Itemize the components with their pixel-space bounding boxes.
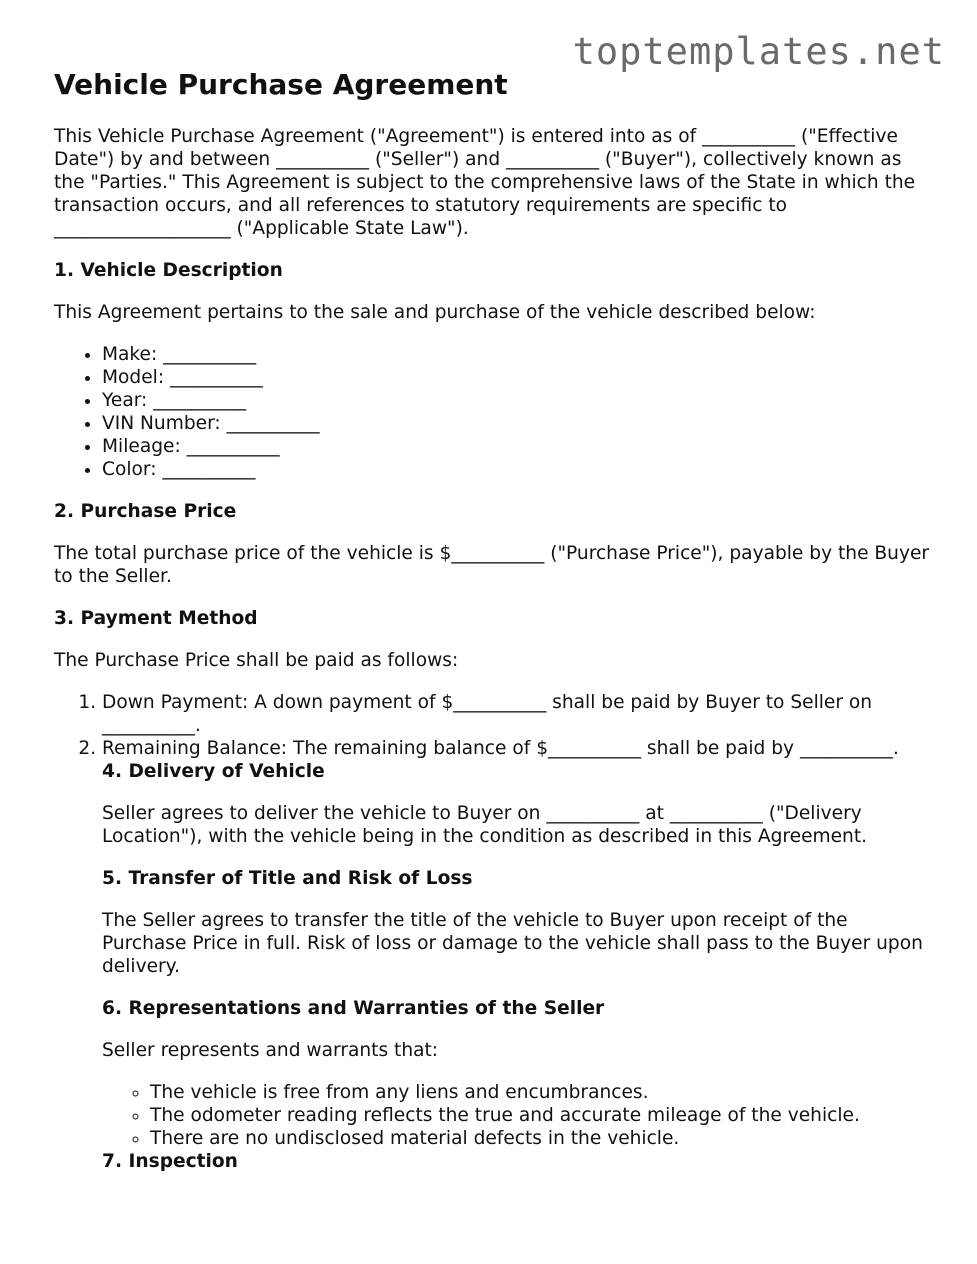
title-transfer-text: The Seller agrees to transfer the title of the vehicle to Buyer upon receipt of the Purchase Price in full. Risk of loss or damage to the vehicle shall pass to the Buyer upon delivery. — [102, 910, 923, 977]
list-item: ◦ The vehicle is free from any liens and encumbrances. — [150, 1081, 934, 1104]
purchase-price-text: The total purchase price of the vehicle is $__________ ("Purchase Price"), payable by the Buyer to the Seller. — [54, 543, 930, 587]
document-body — [54, 125, 934, 1192]
list-item: • Make: __________ — [102, 343, 934, 366]
list-item: • Model: __________ — [102, 366, 934, 389]
vehicle-description-text: This Agreement pertains to the sale and purchase of the vehicle described below: — [54, 302, 816, 323]
watermark: toptemplates.net — [572, 30, 945, 73]
section-heading-warranties: 6. Representations and Warranties of the Seller — [102, 998, 605, 1019]
list-item: ◦ There are no undisclosed material defects in the vehicle. — [150, 1127, 934, 1150]
list-item: • Color: __________ — [102, 458, 934, 481]
list-item — [102, 737, 934, 760]
nested-sections — [102, 760, 934, 1173]
list-item: ◦ The odometer reading reflects the true and accurate mileage of the vehicle. — [150, 1104, 934, 1127]
section-heading-delivery: 4. Delivery of Vehicle — [102, 761, 325, 782]
vehicle-details-list — [54, 343, 934, 481]
list-item: 1. Down Payment: A down payment of $__________ shall be paid by Buyer to Seller on __________. — [102, 691, 934, 737]
section-heading-title-transfer: 5. Transfer of Title and Risk of Loss — [102, 868, 473, 889]
section-heading-vehicle-description: 1. Vehicle Description — [54, 260, 283, 281]
page-title: Vehicle Purchase Agreement — [54, 68, 508, 101]
list-item: • VIN Number: __________ — [102, 412, 934, 435]
list-item-text: Remaining Balance: The remaining balance of $__________ shall be paid by __________. — [102, 738, 899, 759]
payment-terms-list — [54, 691, 934, 760]
section-heading-payment-method: 3. Payment Method — [54, 608, 258, 629]
list-item: • Mileage: __________ — [102, 435, 934, 458]
intro-paragraph: This Vehicle Purchase Agreement ("Agreement") is entered into as of __________ ("Effective Date") by and between __________ ("Seller") and __________ ("Buyer"), collectively known as the "Parties." This Agreement is subject to the comprehensive laws of the State in which the transaction occurs, and all references to statutory requirements are specific to ___________________ ("Applicable State Law"). — [54, 126, 916, 239]
section-heading-purchase-price: 2. Purchase Price — [54, 501, 237, 522]
section-heading-inspection: 7. Inspection — [102, 1151, 238, 1172]
warranties-text: Seller represents and warrants that: — [102, 1040, 439, 1061]
warranties-list — [102, 1081, 934, 1150]
list-item: • Year: __________ — [102, 389, 934, 412]
payment-method-text: The Purchase Price shall be paid as follows: — [54, 650, 459, 671]
delivery-text: Seller agrees to deliver the vehicle to Buyer on __________ at __________ ("Delivery Location"), with the vehicle being in the condition as described in this Agreement. — [102, 803, 868, 847]
